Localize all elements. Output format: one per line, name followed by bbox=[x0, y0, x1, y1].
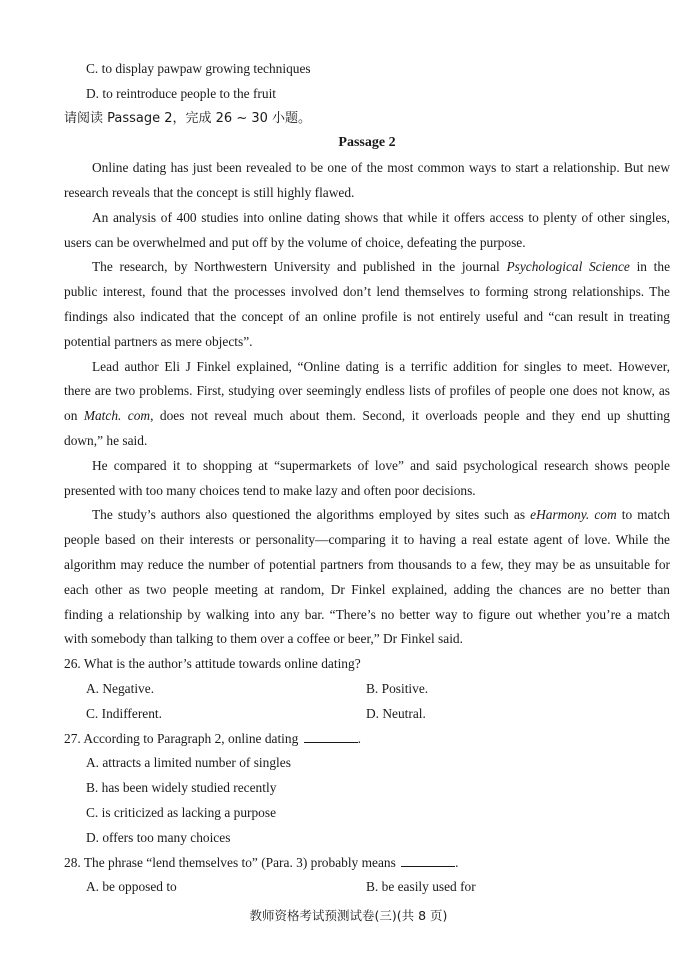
para3-line4: potential partners as mere objects”. bbox=[64, 333, 253, 349]
para6-line1-a: The study’s authors also questioned the algorithms employed by sites such as bbox=[92, 507, 526, 523]
q26-options-row1 bbox=[64, 677, 670, 702]
passage-title: Passage 2 bbox=[338, 135, 396, 151]
para6-line2: people based on their interests or personality—comparing it to having a real estate agent of love. While the bbox=[64, 532, 670, 548]
page-footer: 教师资格考试预测试卷(三)(共 8 页) bbox=[249, 908, 448, 923]
q27-option-d[interactable]: D. offers too many choices bbox=[86, 829, 231, 845]
q27-answer-blank[interactable] bbox=[304, 728, 358, 743]
q28-answer-blank[interactable] bbox=[401, 852, 455, 867]
para1-line1: Online dating has just been revealed to be one of the most common ways to start a relationship. But new bbox=[92, 160, 670, 176]
para6-line1-b: to match bbox=[621, 507, 670, 523]
para5-line2: presented with too many choices tend to make lazy and often poor decisions. bbox=[64, 482, 476, 498]
para3-line2: public interest, found that the processes involved don’t lend themselves to forming strong relationships. The bbox=[64, 284, 670, 300]
q26-option-d[interactable]: D. Neutral. bbox=[366, 705, 426, 721]
q27-stem-end: . bbox=[357, 730, 362, 746]
question-28 bbox=[64, 851, 670, 901]
para3-line3: findings also indicated that the concept of an online profile is not entirely useful and “can result in treating bbox=[64, 308, 670, 324]
q26-option-c[interactable]: C. Indifferent. bbox=[86, 705, 162, 721]
para3-line1-b: in the bbox=[636, 259, 670, 275]
q28-stem: 28. The phrase “lend themselves to” (Para. 3) probably means bbox=[64, 854, 396, 870]
para1-line2: research reveals that the concept is still highly flawed. bbox=[64, 184, 355, 200]
para4-line1: Lead author Eli J Finkel explained, “Online dating is a terrific addition for singles to meet. However, bbox=[92, 358, 670, 374]
site-eharmony: eHarmony. com bbox=[530, 507, 617, 523]
paragraph-3 bbox=[64, 255, 670, 354]
para4-line3-a: on bbox=[64, 408, 78, 424]
para6-line3: algorithm may reduce the number of potential partners from thousands to a few, they may be as unsuitable for bbox=[64, 556, 670, 572]
q28-option-b[interactable]: B. be easily used for bbox=[366, 879, 476, 895]
para6-line1 bbox=[64, 503, 670, 528]
option-d-prev: D. to reintroduce people to the fruit bbox=[86, 85, 277, 101]
para4-line3-b: , does not reveal much about them. Second, it overloads people and they end up shutting bbox=[150, 408, 670, 424]
para6-line4: each other as two people meeting at random, Dr Finkel explained, adding the chances are no better than bbox=[64, 581, 670, 597]
journal-name: Psychological Science bbox=[506, 259, 630, 275]
q27-option-a[interactable]: A. attracts a limited number of singles bbox=[86, 755, 291, 771]
q26-options-row2 bbox=[64, 702, 670, 727]
para4-line2: there are two problems. First, studying over seemingly endless lists of profiles of people one does not know, as bbox=[64, 383, 670, 399]
q28-stem-end: . bbox=[455, 854, 459, 870]
paragraph-2 bbox=[64, 206, 670, 256]
para2-line2: users can be overwhelmed and put off by the volume of choice, defeating the purpose. bbox=[64, 234, 526, 250]
para6-line5: finding a relationship by walking into any bar. “There’s no better way to figure out whether you’re a match bbox=[64, 606, 670, 622]
instruction: 请阅读 Passage 2，完成 26 ~ 30 小题。 bbox=[64, 110, 312, 126]
q26-option-b[interactable]: B. Positive. bbox=[366, 680, 429, 696]
q27-stem: 27. According to Paragraph 2, online dating bbox=[64, 730, 299, 746]
para4-line4: down,” he said. bbox=[64, 432, 148, 448]
q27-option-b[interactable]: B. has been widely studied recently bbox=[86, 780, 277, 796]
site-match: Match. com bbox=[83, 408, 151, 424]
q27-stem-line bbox=[64, 727, 670, 752]
paragraph-5 bbox=[64, 454, 670, 504]
q26-stem: 26. What is the author’s attitude towards online dating? bbox=[64, 656, 361, 672]
q28-option-a[interactable]: A. be opposed to bbox=[86, 879, 177, 895]
q27-option-c[interactable]: C. is criticized as lacking a purpose bbox=[86, 804, 277, 820]
question-27 bbox=[64, 727, 670, 851]
exam-page bbox=[64, 57, 670, 900]
para3-line1-a: The research, by Northwestern University and published in the journal bbox=[92, 259, 500, 275]
para2-line1: An analysis of 400 studies into online dating shows that while it offers access to plenty of other singles, bbox=[92, 209, 670, 225]
para3-line1 bbox=[64, 255, 670, 280]
q28-options-row1 bbox=[64, 875, 670, 900]
q28-stem-line bbox=[64, 851, 670, 876]
q26-option-a[interactable]: A. Negative. bbox=[86, 680, 155, 696]
question-26 bbox=[64, 652, 670, 726]
paragraph-6 bbox=[64, 503, 670, 652]
para4-line3 bbox=[64, 404, 670, 429]
para5-line1: He compared it to shopping at “supermarkets of love” and said psychological research shows people bbox=[92, 457, 670, 473]
option-c-prev: C. to display pawpaw growing techniques bbox=[86, 61, 311, 76]
paragraph-4 bbox=[64, 355, 670, 454]
para6-line6: with somebody than talking to them over a coffee or beer,” Dr Finkel said. bbox=[64, 631, 463, 647]
paragraph-1 bbox=[64, 156, 670, 206]
